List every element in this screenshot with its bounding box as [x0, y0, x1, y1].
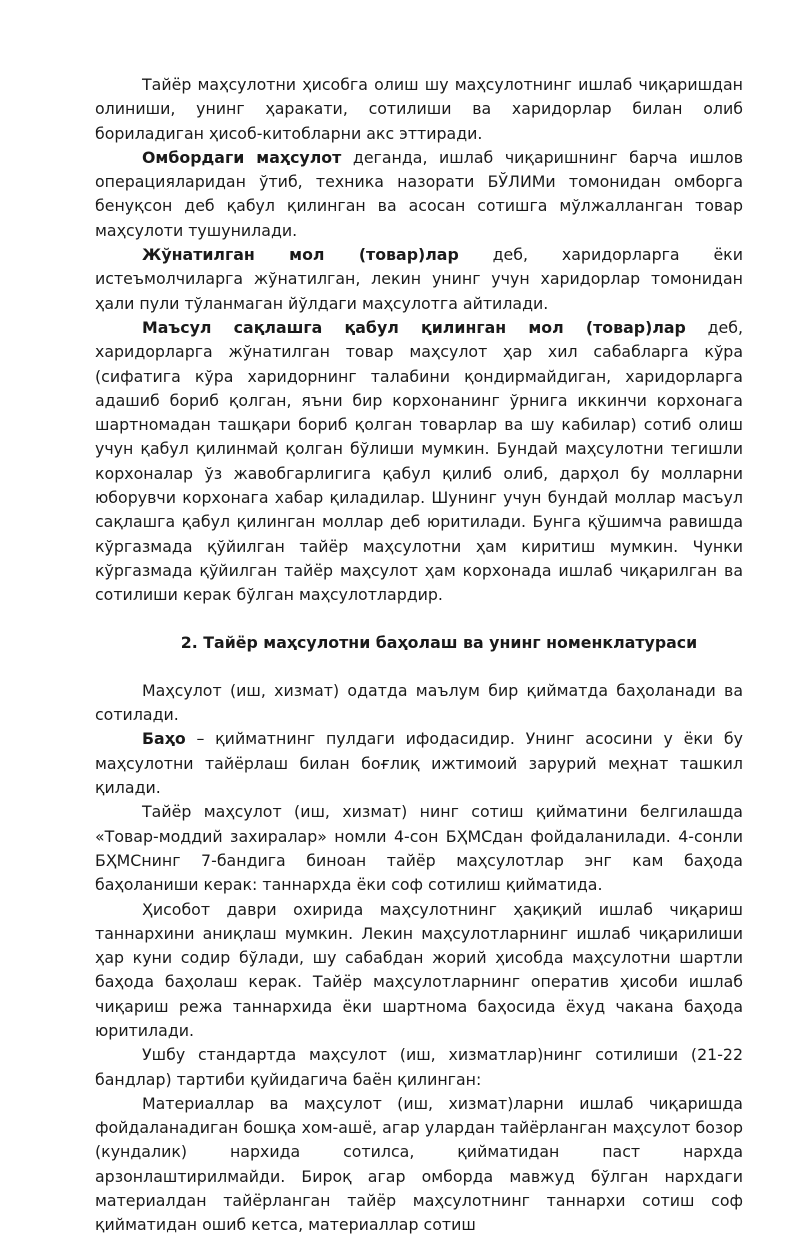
paragraph-custody-goods [95, 316, 743, 608]
paragraph-text: Материаллар ва маҳсулот (иш, хизмат)ларни ишлаб чиқаришда фойдаланадиган бошқа хом-ашё, агар улардан тайёрланган маҳсулот бозор (кундалик) нархида сотилса, қийматидан паст нархда арзонлаштирилмайди. Бироқ агар омборда мавжуд бўлган нархдаги материалдан тайёрланган тайёр маҳсулотнинг таннархи сотиш соф қийматидан ошиб кетса, материаллар сотиш [95, 1093, 743, 1235]
paragraph-shipped-goods [95, 243, 743, 316]
term-custody-goods: Маъсул сақлашга қабул қилинган мол (товар)лар [142, 317, 686, 337]
term-shipped-goods: Жўнатилган мол (товар)лар [142, 245, 459, 265]
paragraph-text: деб, харидорларга ёки истеъмолчиларга жўнатилган, лекин унинг учун харидорлар томонидан ҳали пули тўланмаган йўлдаги маҳсулотга айтилади. [95, 245, 743, 313]
paragraph-standard-order [95, 1043, 743, 1092]
term-warehouse-product: Омбордаги маҳсулот [142, 147, 342, 167]
term-price: Баҳо [142, 729, 186, 749]
paragraph-text: Ушбу стандартда маҳсулот (иш, хизматлар)нинг сотилиши (21-22 бандлар) тартиби қуйидагича баён қилинган: [95, 1045, 743, 1089]
paragraph-text: – қийматнинг пулдаги ифодасидир. Унинг асосини у ёки бу маҳсулотни тайёрлаш билан боғлиқ ижтимоий зарурий меҳнат ташкил қилади. [95, 729, 743, 798]
paragraph-product-valuation [95, 679, 743, 728]
paragraph-sales-value [95, 800, 743, 897]
paragraph-text: Тайёр маҳсулотни ҳисобга олиш шу маҳсулотнинг ишлаб чиқаришдан олиниши, унинг ҳаракати, сотилиши ва харидорлар билан олиб бориладиган ҳисоб-китобларни акс эттиради. [95, 75, 743, 143]
paragraph-warehouse-product [95, 146, 743, 243]
paragraph-price-definition [95, 727, 743, 800]
paragraph-finished-goods-accounting [95, 73, 743, 146]
section-heading: 2. Тайёр маҳсулотни баҳолаш ва унинг номенклатураси [180, 632, 698, 652]
paragraph-text: деб, харидорларга жўнатилган товар маҳсулот ҳар хил сабабларга кўра (сифатига кўра харидорнинг талабини қондирмайдиган, харидорларга адашиб бориб қолган, яъни бир корхонанинг ўрнига иккинчи корхонага шартномадан ташқари бориб қолган товарлар ва шу кабилар) сотиб олиш учун қабул қилинмай қолган бўлиши мумкин. Бундай маҳсулотни тегишли корхоналар ўз жавобгарлигига қабул қилиб олиб, дарҳол бу молларни юборувчи корхонага хабар қиладилар. Шунинг учун бундай моллар масъул сақлашга қабул қилинган моллар деб юритилади. Бунга қўшимча равишда кўргазмада қўйилган тайёр маҳсулотни ҳам киритиш мумкин. Чунки кўргазмада қўйилган тайёр маҳсулот ҳам корхонада ишлаб чиқарилган ва сотилиши керак бўлган маҳсулотлардир. [95, 317, 743, 605]
paragraph-text: Ҳисобот даври охирида маҳсулотнинг ҳақиқий ишлаб чиқариш таннархини аниқлаш мумкин. Лекин маҳсулотларнинг ишлаб чиқарилиши ҳар куни содир бўлади, шу сабабдан жорий ҳисобда маҳсулотни шартли баҳода баҳолаш керак. Тайёр маҳсулотларнинг оператив ҳисоби ишлаб чиқариш режа таннархида ёки шартнома баҳосида ёхуд чакана баҳода юритилади. [95, 899, 743, 1040]
paragraph-materials [95, 1092, 743, 1238]
paragraph-text: Маҳсулот (иш, хизмат) одатда маълум бир қийматда баҳоланади ва сотилади. [95, 680, 743, 725]
paragraph-text: Тайёр маҳсулот (иш, хизмат) нинг сотиш қийматини белгилашда «Товар-моддий захиралар» номли 4-сон БҲМСдан фойдаланилади. 4-сонли БҲМСнинг 7-бандига биноан тайёр маҳсулотлар энг кам баҳода баҳоланиши керак: таннархда ёки соф сотилиш қийматида. [95, 802, 743, 895]
paragraph-text: деганда, ишлаб чиқаришнинг барча ишлов операцияларидан ўтиб, техника назорати БЎЛИМи томонидан омборга бенуқсон деб қабул қилинган ва асосан сотишга мўлжалланган товар маҳсулоти тушунилади. [95, 147, 744, 240]
paragraph-reporting-period [95, 898, 743, 1044]
